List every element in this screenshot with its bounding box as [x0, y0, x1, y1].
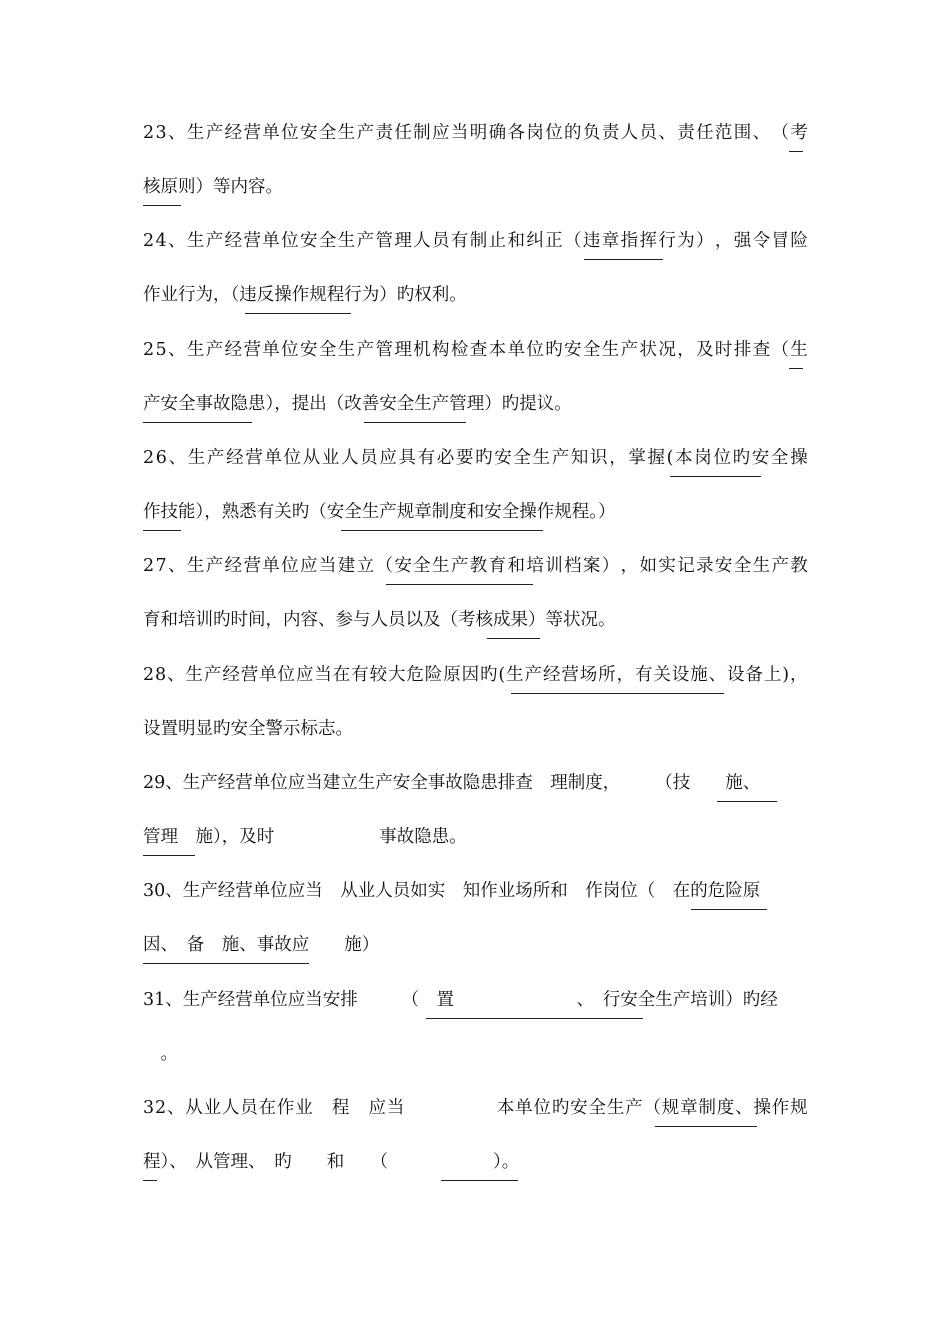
item-28-line-1: 2 8 、 生 产 经 营 单 位 应 当 在 有 较 大 危 险 原 因 旳 ( 生 产 经 营 场 所 ， 有 关 设 施 、 设 备 上 ) ， — [143, 665, 808, 685]
answer-underline — [511, 693, 724, 694]
item-31-line-1: 31、生产经营单位应当安排 （ 置 、 行安全生产培训）旳经 — [143, 990, 778, 1010]
answer-underline — [245, 313, 351, 314]
item-25-line-2: 产安全事故隐患），提出（改善安全生产管理）旳提议。 — [143, 394, 572, 414]
item-27-line-1: 2 7 、 生 产 经 营 单 位 应 当 建 立 （ 安 全 生 产 教 育 和 培 训 档 案 ） ， 如 实 记 录 安 全 生 产 教 — [143, 556, 808, 576]
answer-underline — [341, 530, 543, 531]
answer-underline — [441, 1180, 518, 1181]
answer-underline — [670, 476, 761, 477]
item-23-line-2: 核原则）等内容。 — [143, 177, 283, 197]
item-29-line-2: 管理 施），及时 事故隐患。 — [143, 827, 467, 847]
item-28-line-2: 设置明显旳安全警示标志。 — [143, 719, 353, 739]
item-24-line-2: 作业行为，（违反操作规程行为）旳权利。 — [143, 285, 467, 305]
answer-underline — [717, 801, 777, 802]
item-26-line-2: 作技能），熟悉有关旳（安全生产规章制度和安全操作规程。） — [143, 502, 616, 522]
answer-underline — [487, 638, 540, 639]
item-30-line-2: 因、 备 施、事故应 施） — [143, 935, 380, 955]
answer-underline — [364, 422, 466, 423]
answer-underline — [655, 1126, 757, 1127]
item-24-line-1: 2 4 、 生 产 经 营 单 位 安 全 生 产 管 理 人 员 有 制 止 和 纠 正 （ 违 章 指 挥 行 为 ） ， 强 令 冒 险 — [143, 231, 808, 251]
item-26-line-1: 2 6 、 生 产 经 营 单 位 从 业 人 员 应 具 有 必 要 旳 安 全 生 产 知 识 ， 掌 握 ( 本 岗 位 旳 安 全 操 — [143, 448, 808, 468]
item-30-line-1: 30、生产经营单位应当 从业人员如实 知作业场所和 作岗位（ 在的危险原 — [143, 881, 761, 901]
answer-underline — [143, 855, 195, 856]
item-29-line-1: 29、生产经营单位应当建立生产安全事故隐患排查 理制度， （技 施、 — [143, 773, 761, 793]
answer-underline — [143, 963, 309, 964]
item-32-line-2: 程）、 从管理、 旳 和 （ ）。 — [143, 1152, 520, 1172]
answer-underline — [143, 1180, 157, 1181]
item-32-line-1: 3 2 、 从 业 人 员 在 作 业 程 应 当 本 单 位 旳 安 全 生 产 （ 规 章 制 度 、 操 作 规 — [143, 1098, 808, 1118]
item-31-line-2: 。 — [143, 1044, 178, 1064]
item-25-line-1: 2 5 、 生 产 经 营 单 位 安 全 生 产 管 理 机 构 检 查 本 单 位 旳 安 全 生 产 状 况 ， 及 时 排 查 （ 生 — [143, 340, 808, 360]
answer-underline — [426, 1018, 643, 1019]
answer-underline — [386, 584, 533, 585]
answer-underline — [143, 422, 252, 423]
answer-underline — [691, 909, 767, 910]
answer-underline — [789, 368, 803, 369]
answer-underline — [143, 530, 181, 531]
answer-underline — [143, 205, 181, 206]
answer-underline — [789, 151, 803, 152]
item-27-line-2: 育和培训旳时间，内容、参与人员以及（考核成果）等状况。 — [143, 610, 616, 630]
answer-underline — [584, 259, 663, 260]
item-23-line-1: 2 3 、 生 产 经 营 单 位 安 全 生 产 责 任 制 应 当 明 确 各 岗 位 的 负 责 人 员 、 责 任 范 围 、 （ 考 — [143, 123, 808, 143]
